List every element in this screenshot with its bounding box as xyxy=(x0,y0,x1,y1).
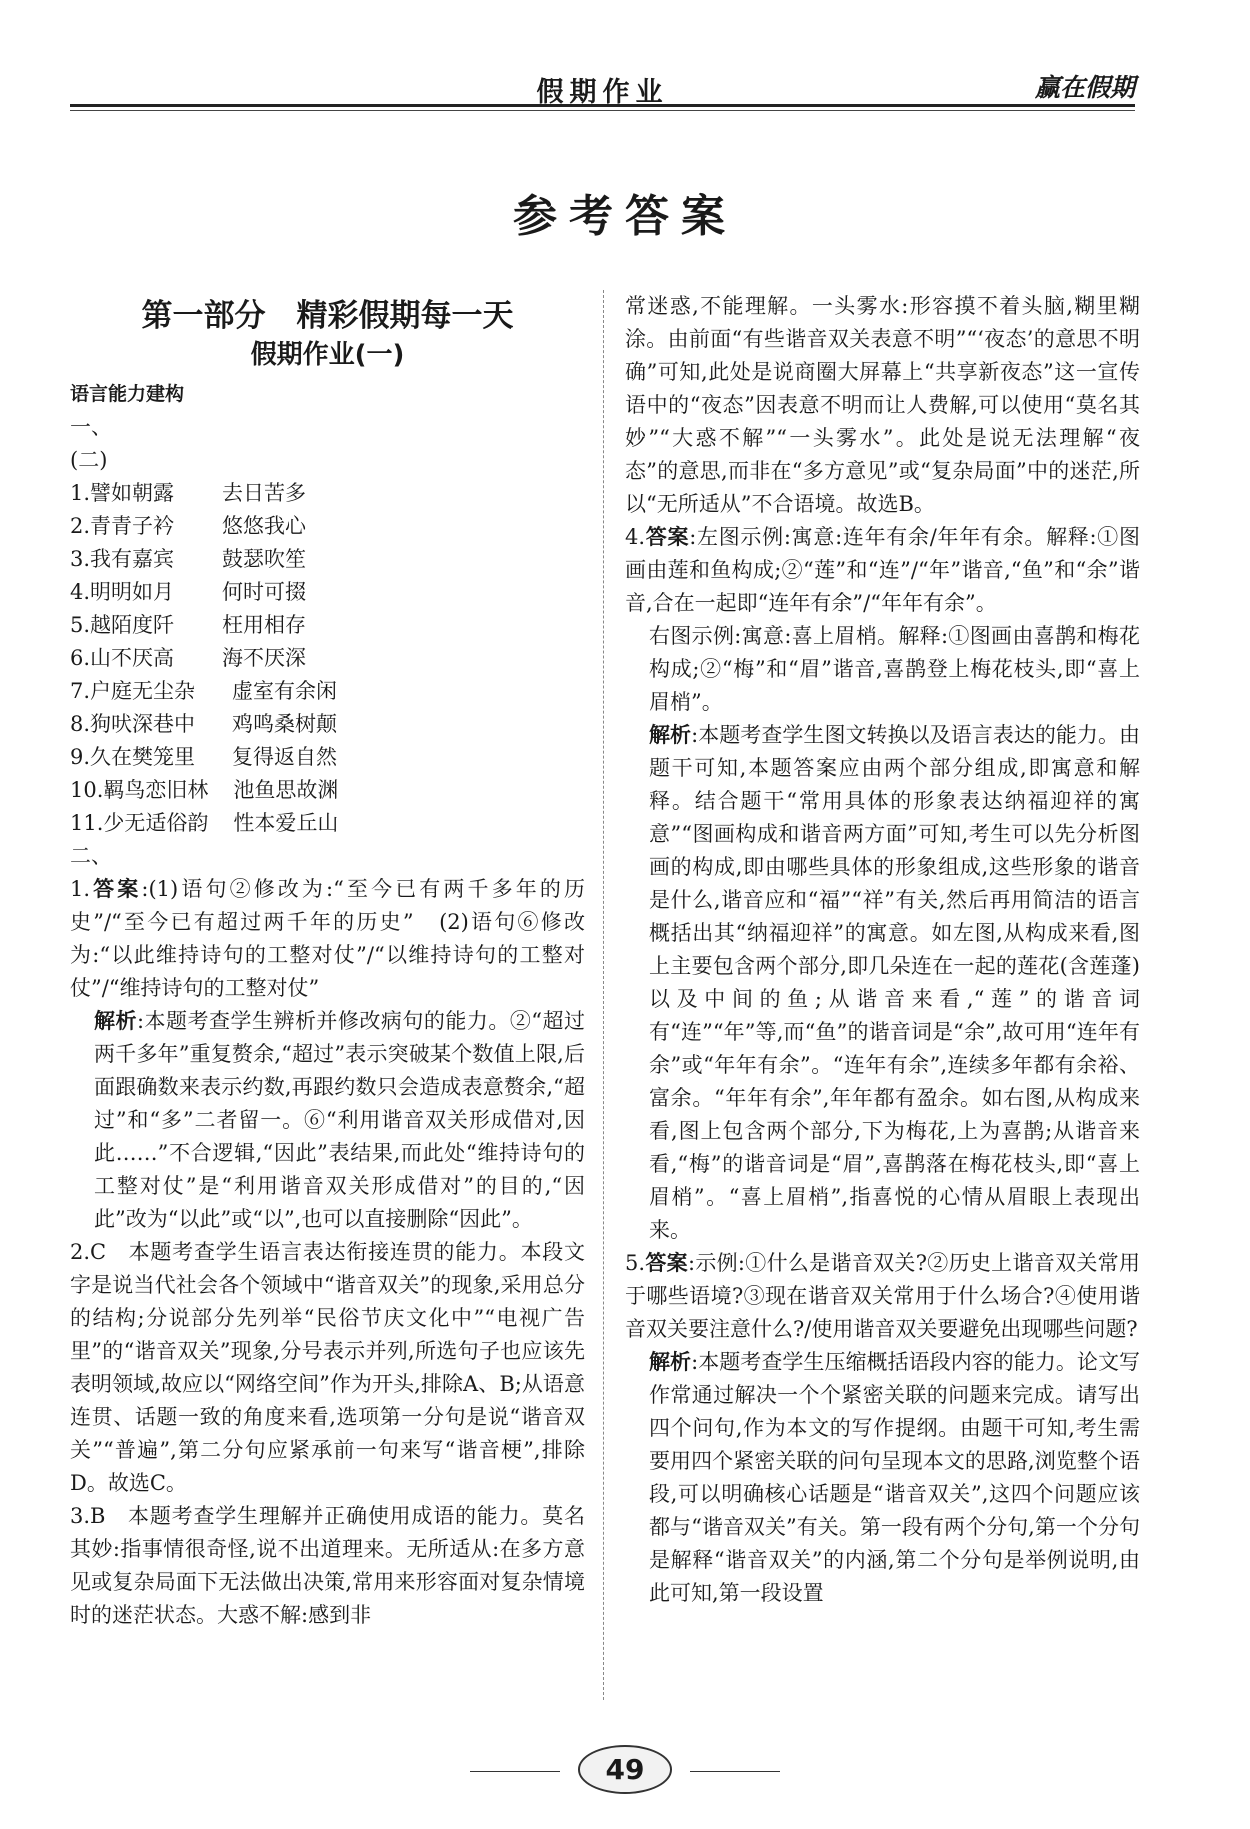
right-column xyxy=(625,290,1140,1610)
header-rule-thin xyxy=(70,110,1135,111)
analysis-1: 解析:本题考查学生辨析并修改病句的能力。②“超过两千多年”重复赘余,“超过”表示突破某个数值上限,后面跟确数来表示约数,再跟约数只会造成表意赘余,“超过”和“多”二者留一。⑥“利用谐音双关形成借对,因此……”不合逻辑,“因此”表结果,而此处“维持诗句的工整对仗”是“利用谐音双关形成借对”的目的,“因此”改为“以此”或“以”,也可以直接删除“因此”。 xyxy=(94,1009,586,1231)
poem-list xyxy=(70,477,585,840)
page-number-badge: 49 xyxy=(578,1745,673,1794)
list-item: 11. 少无适俗韵 性本爱丘山 xyxy=(70,811,339,835)
sub-title: 假期作业(一) xyxy=(250,340,405,370)
list-item: 5. 越陌度阡 枉用相存 xyxy=(70,613,307,637)
list-item: 10. 羁鸟恋旧林 池鱼思故渊 xyxy=(70,778,339,802)
part-heading: 二、 xyxy=(70,844,112,868)
answer-4: 4.答案:左图示例:寓意:连年有余/年年有余。解释:①图画由莲和鱼构成;②“莲”和“连”/“年”谐音,“鱼”和“余”谐音,合在一起即“连年有余”/“年年有余”。 xyxy=(625,525,1141,615)
header-rule xyxy=(70,104,1135,107)
page-number xyxy=(0,1745,1250,1794)
section-title: 第一部分 精彩假期每一天 xyxy=(141,298,514,334)
answer-3-continued: 常迷惑,不能理解。一头雾水:形容摸不着头脑,糊里糊涂。由前面“有些谐音双关表意不明”“‘夜态’的意思不明确”可知,此处是说商圈大屏幕上“共享新夜态”这一宣传语中的“夜态”因表意不明而让人费解,可以使用“莫名其妙”“大惑不解”“一头雾水”。此处是说无法理解“夜态”的意思,而非在“多方意见”或“复杂局面”中的迷茫,所以“无所适从”不合语境。故选B。 xyxy=(625,294,1140,516)
list-item: 1. 譬如朝露 去日苦多 xyxy=(70,481,307,505)
part-heading: 一、 xyxy=(70,415,112,439)
left-column xyxy=(70,290,585,1632)
column-divider xyxy=(603,290,604,1700)
answer-3: 3.B 本题考查学生理解并正确使用成语的能力。莫名其妙:指事情很奇怪,说不出道理来。无所适从:在多方意见或复杂局面下无法做出决策,常用来形容面对复杂情境时的迷茫状态。大惑不解:感到非 xyxy=(70,1504,585,1627)
answer-2: 2.C 本题考查学生语言表达衔接连贯的能力。本段文字是说当代社会各个领域中“谐音双关”的现象,采用总分的结构;分说部分先列举“民俗节庆文化中”“电视广告里”的“谐音双关”现象,分号表示并列,所选句子也应该先表明领域,故应以“网络空间”作为开头,排除A、B;从语意连贯、话题一致的角度来看,选项第一分句是说“谐音双关”“普遍”,第二分句应紧承前一句来写“谐音梗”,排除D。故选C。 xyxy=(70,1240,585,1495)
list-item: 4. 明明如月 何时可掇 xyxy=(70,580,307,604)
list-item: 2. 青青子衿 悠悠我心 xyxy=(70,514,307,538)
list-item: 7. 户庭无尘杂 虚室有余闲 xyxy=(70,679,338,703)
answer-4-right-example: 右图示例:寓意:喜上眉梢。解释:①图画由喜鹊和梅花构成;②“梅”和“眉”谐音,喜鹊登上梅花枝头,即“喜上眉梢”。 xyxy=(649,624,1140,714)
block-title: 语言能力建构 xyxy=(70,383,185,405)
list-item: 8. 狗吠深巷中 鸡鸣桑树颠 xyxy=(70,712,338,736)
page-title: 参考答案 xyxy=(513,191,737,242)
part-subheading: (二) xyxy=(70,448,108,472)
brand-logo: 赢在假期 xyxy=(1034,73,1135,102)
analysis-4: 解析:本题考查学生图文转换以及语言表达的能力。由题干可知,本题答案应由两个部分组成,即寓意和解释。结合题干“常用具体的形象表达纳福迎祥的寓意”“图画构成和谐音两方面”可知,考生可以先分析图画的构成,即由哪些具体的形象组成,这些形象的谐音是什么,谐音应和“福”“祥”有关,然后再用简洁的语言概括出其“纳福迎祥”的寓意。如左图,从构成来看,图上主要包含两个部分,即几朵连在一起的莲花(含莲蓬)以及中间的鱼;从谐音来看,“莲”的谐音词有“连”“年”等,而“鱼”的谐音词是“余”,故可用“连年有余”或“年年有余”。“连年有余”,连续多年都有余裕、富余。“年年有余”,年年都有盈余。如右图,从构成来看,图上包含两个部分,下为梅花,上为喜鹊;从谐音来看,“梅”的谐音词是“眉”,喜鹊落在梅花枝头,即“喜上眉梢”。“喜上眉梢”,指喜悦的心情从眉眼上表现出来。 xyxy=(649,723,1141,1242)
answer-5: 5.答案:示例:①什么是谐音双关?②历史上谐音双关常用于哪些语境?③现在谐音双关常用于什么场合?④使用谐音双关要注意什么?/使用谐音双关要避免出现哪些问题? xyxy=(625,1251,1140,1341)
list-item: 3. 我有嘉宾 鼓瑟吹笙 xyxy=(70,547,307,571)
answer-1: 1.答案:(1)语句②修改为:“至今已有两千多年的历史”/“至今已有超过两千年的历史” (2)语句⑥修改为:“以此维持诗句的工整对仗”/“以维持诗句的工整对仗”/“维持诗句的工整对仗” xyxy=(70,877,586,1000)
page-number-rule-left xyxy=(470,1771,560,1772)
list-item: 6. 山不厌高 海不厌深 xyxy=(70,646,307,670)
list-item: 9. 久在樊笼里 复得返自然 xyxy=(70,745,338,769)
page-header xyxy=(70,62,1135,108)
header-title: 假期作业 xyxy=(536,77,669,108)
page-number-rule-right xyxy=(690,1771,780,1772)
analysis-5: 解析:本题考查学生压缩概括语段内容的能力。论文写作常通过解决一个个紧密关联的问题来完成。请写出四个问句,作为本文的写作提纲。由题干可知,考生需要用四个紧密关联的问句呈现本文的思路,浏览整个语段,可以明确核心话题是“谐音双关”,这四个问题应该都与“谐音双关”有关。第一段有两个分句,第一个分句是解释“谐音双关”的内涵,第二个分句是举例说明,由此可知,第一段设置 xyxy=(649,1350,1141,1605)
